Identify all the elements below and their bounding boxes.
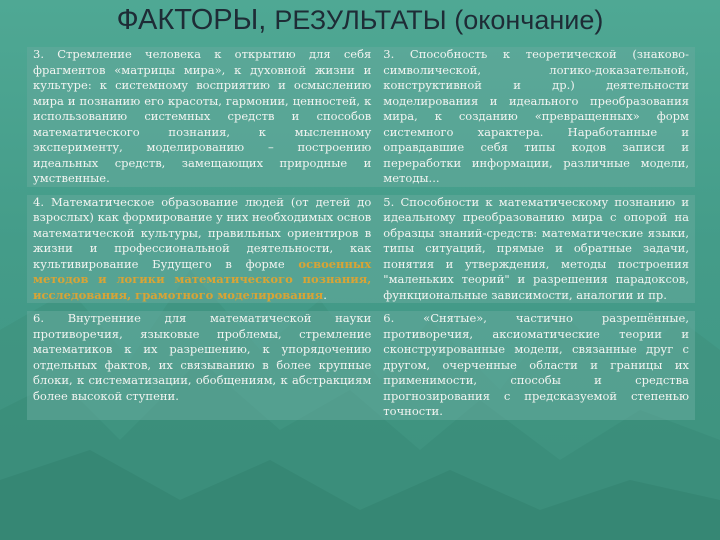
title-part-2: РЕЗУЛЬТАТЫ (окончание) bbox=[274, 5, 604, 35]
table-row bbox=[27, 47, 695, 187]
title-part-1: ФАКТОРЫ, bbox=[116, 4, 275, 36]
factor-4-end: . bbox=[323, 287, 327, 302]
factor-4-text: 4. Математическое образование людей (от детей до взрослых) как формирование у них необходимых основ математической культуры, правильных ориентиров в жизни и профессиональной деятельности, как культивирование Будущего в форме bbox=[33, 194, 372, 271]
factor-cell-4 bbox=[27, 195, 377, 304]
factor-4-highlight: освоенных методов и логики математического познания, исследования, грамотного моделирования bbox=[33, 256, 372, 302]
result-cell-3: 3. Способность к теоретической (знаково-символической, логико-доказательной, конструктивной и др.) деятельности моделирования и идеального преобразования мира, к созданию «превращенных» форм системного характера. Наработанные и оправдавшие себя типы кодов записи и переработки информации, различные модели, методы... bbox=[377, 47, 695, 187]
result-cell-6: 6. «Снятые», частично разрешённые, противоречия, аксиоматические теории и сконструированные модели, связанные друг с другом, очерченные области и границы их применимости, способы и средства прогнозирования с предсказуемой степенью точности. bbox=[377, 311, 695, 420]
table-row bbox=[27, 311, 695, 420]
factor-cell-6: 6. Внутренние для математической науки противоречия, языковые проблемы, стремление математиков к их разрешению, к упорядочению отдельных фактов, их связыванию в более крупные блоки, к систематизации, обобщениям, к абстракциям более высокой ступени. bbox=[27, 311, 377, 420]
table-row bbox=[27, 195, 695, 304]
slide-title bbox=[0, 4, 720, 37]
result-cell-5: 5. Способности к математическому познанию и идеальному преобразованию мира с опорой на образцы знаний-средств: математические языки, типы ситуаций, прямые и обратные задачи, понятия и утверждения, методы построения "маленьких теорий" и разрешения парадоксов, функциональные зависимости, аналогии и пр. bbox=[377, 195, 695, 304]
factors-results-table bbox=[27, 39, 695, 428]
factor-cell-3: 3. Стремление человека к открытию для себя фрагментов «матрицы мира», к духовной жизни и культуре: к системному восприятию и осмыслению мира и познанию его красоты, гармонии, ценностей, к использованию системных средств и способов математического познания, к мысленному эксперименту, моделированию – построению идеальных средств, замещающих природные и умственные. bbox=[27, 47, 377, 187]
